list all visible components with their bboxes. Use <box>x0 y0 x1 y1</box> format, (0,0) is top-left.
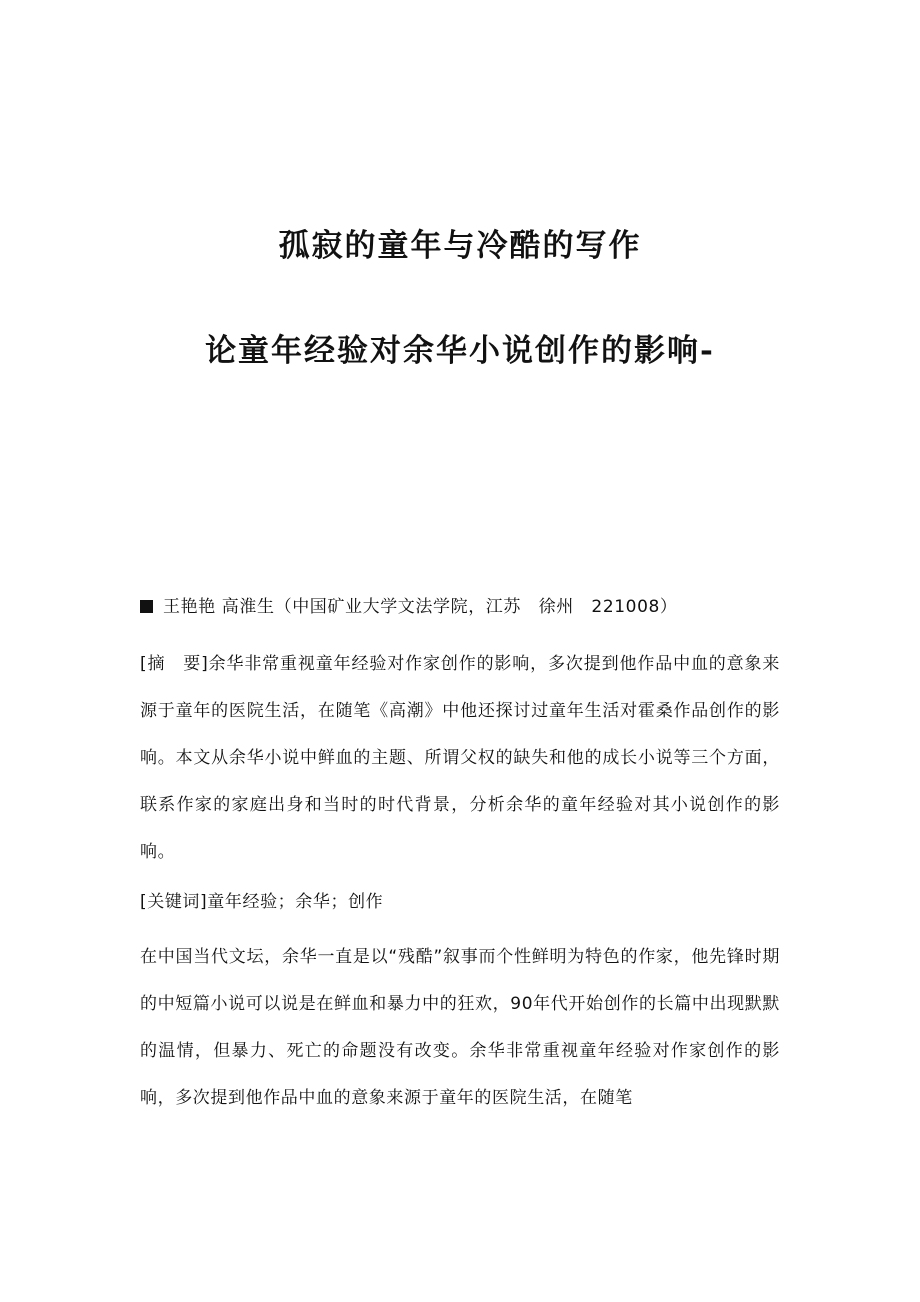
document-subtitle: 论童年经验对余华小说创作的影响- <box>205 333 715 369</box>
square-bullet-icon <box>140 600 153 613</box>
abstract-label: [摘 要] <box>140 654 209 674</box>
author-text: 王艳艳 高淮生（中国矿业大学文法学院，江苏 徐州 221008） <box>163 597 678 617</box>
keywords-paragraph <box>140 879 780 926</box>
abstract-text: 余华非常重视童年经验对作家创作的影响，多次提到他作品中血的意象来源于童年的医院生活，在随笔《高潮》中他还探讨过童年生活对霍桑作品创作的影响。本文从余华小说中鲜血的主题、所谓父权的缺失和他的成长小说等三个方面，联系作家的家庭出身和当时的时代背景，分析余华的童年经验对其小说创作的影响。 <box>140 654 780 862</box>
document-title: 孤寂的童年与冷酷的写作 <box>278 228 642 264</box>
keywords-label: [关键词] <box>140 892 208 912</box>
author-line <box>140 592 780 617</box>
body-paragraph: 在中国当代文坛，余华一直是以“残酷”叙事而个性鲜明为特色的作家，他先锋时期的中短篇小说可以说是在鲜血和暴力中的狂欢，90年代开始创作的长篇中出现默默的温情，但暴力、死亡的命题没有改变。余华非常重视童年经验对作家创作的影响，多次提到他作品中血的意象来源于童年的医院生活，在随笔 <box>140 947 780 1108</box>
abstract-paragraph <box>140 641 780 876</box>
keywords-text: 童年经验；余华；创作 <box>207 892 384 912</box>
